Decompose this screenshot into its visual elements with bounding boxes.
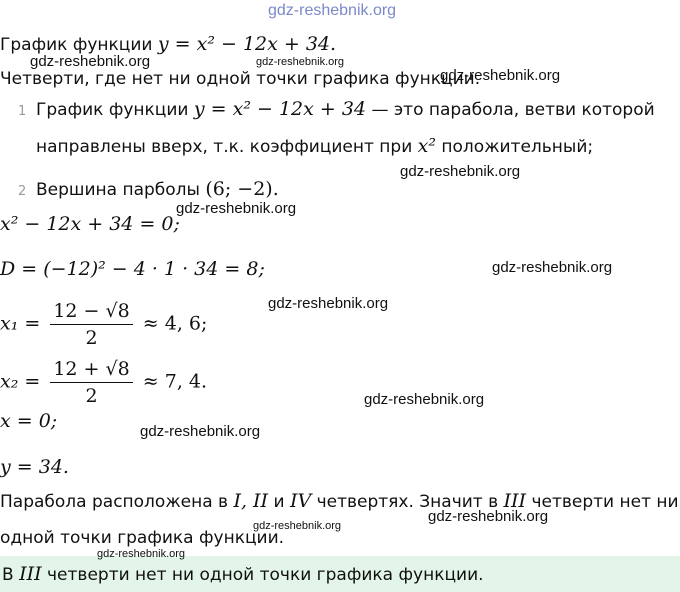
task-line-2: Четверти, где нет ни одной точки графика функции.: [0, 69, 481, 89]
y-value: y = 34.: [0, 456, 69, 478]
conclusion-quadrants: I, II: [233, 490, 269, 512]
step-1-number: 1: [18, 104, 27, 119]
watermark: gdz-reshebnik.org: [97, 548, 186, 560]
task-formula: y = x² − 12x + 34.: [157, 33, 337, 55]
answer-text: четверти нет ни одной точки графика функции.: [47, 565, 484, 585]
task-prefix: График функции: [0, 35, 153, 55]
conclusion-text-a: Парабола расположена в: [0, 492, 229, 512]
conclusion-text-c: и: [273, 492, 285, 512]
watermark: gdz-reshebnik.org: [176, 200, 297, 217]
watermark: gdz-reshebnik.org: [256, 56, 345, 68]
conclusion-text-g: четверти нет ни: [531, 492, 679, 512]
conclusion-line-1: [0, 490, 679, 513]
watermark: gdz-reshebnik.org: [440, 67, 561, 84]
watermark: gdz-reshebnik.org: [400, 163, 521, 180]
answer-roman: III: [19, 563, 42, 585]
root-x1-rhs: ≈ 4, 6;: [142, 312, 208, 335]
root-x1-lhs: x₁ =: [0, 312, 41, 335]
watermark: gdz-reshebnik.org: [364, 391, 485, 408]
watermark: gdz-reshebnik.org: [268, 295, 389, 312]
root-x2-denominator: 2: [85, 385, 98, 407]
root-x2-numerator: 12 + √8: [50, 358, 132, 383]
step-1-suffix: — это парабола, ветви которой: [371, 100, 655, 120]
equation: x² − 12x + 34 = 0;: [0, 213, 180, 235]
step-2-prefix: Вершина парболы: [36, 180, 200, 200]
conclusion-text-e: четвертях. Значит в: [316, 492, 499, 512]
watermark-top: gdz-reshebnik.org: [268, 2, 397, 19]
discriminant: D = (−12)² − 4 · 1 · 34 = 8;: [0, 258, 265, 280]
root-x1-denominator: 2: [85, 327, 98, 349]
step-1-line-2: [36, 135, 593, 158]
step-2-number: 2: [18, 184, 27, 199]
x-zero: x = 0;: [0, 410, 58, 432]
root-x2-lhs: x₂ =: [0, 370, 41, 393]
step-1-line-1: [36, 98, 655, 121]
step-2-line: [36, 178, 279, 201]
root-x1-fraction: [50, 300, 132, 349]
answer-prefix: В: [2, 565, 14, 585]
root-x2: [0, 358, 207, 407]
root-x1: [0, 300, 207, 349]
watermark: gdz-reshebnik.org: [492, 259, 613, 276]
root-x2-fraction: [50, 358, 132, 407]
watermark: gdz-reshebnik.org: [140, 423, 261, 440]
step-1-line2-suffix: положительный;: [441, 137, 594, 157]
conclusion-quadrant-iii: III: [503, 490, 527, 512]
step-1-line2-prefix: направлены вверх, т.к. коэффициент при: [36, 137, 413, 157]
root-x1-numerator: 12 − √8: [50, 300, 132, 325]
conclusion-quadrant-iv: IV: [289, 490, 312, 512]
step-1-formula: y = x² − 12x + 34: [193, 98, 367, 120]
step-1-line2-formula: x²: [417, 135, 436, 157]
watermark: gdz-reshebnik.org: [30, 53, 151, 70]
answer-box: [0, 556, 680, 592]
root-x2-rhs: ≈ 7, 4.: [142, 370, 208, 393]
conclusion-line-2: одной точки графика функции.: [0, 528, 285, 548]
answer-line: [2, 563, 484, 586]
step-1-prefix: График функции: [36, 100, 189, 120]
watermark: gdz-reshebnik.org: [253, 520, 342, 532]
watermark: gdz-reshebnik.org: [428, 508, 549, 525]
step-2-formula: (6; −2).: [205, 178, 279, 200]
